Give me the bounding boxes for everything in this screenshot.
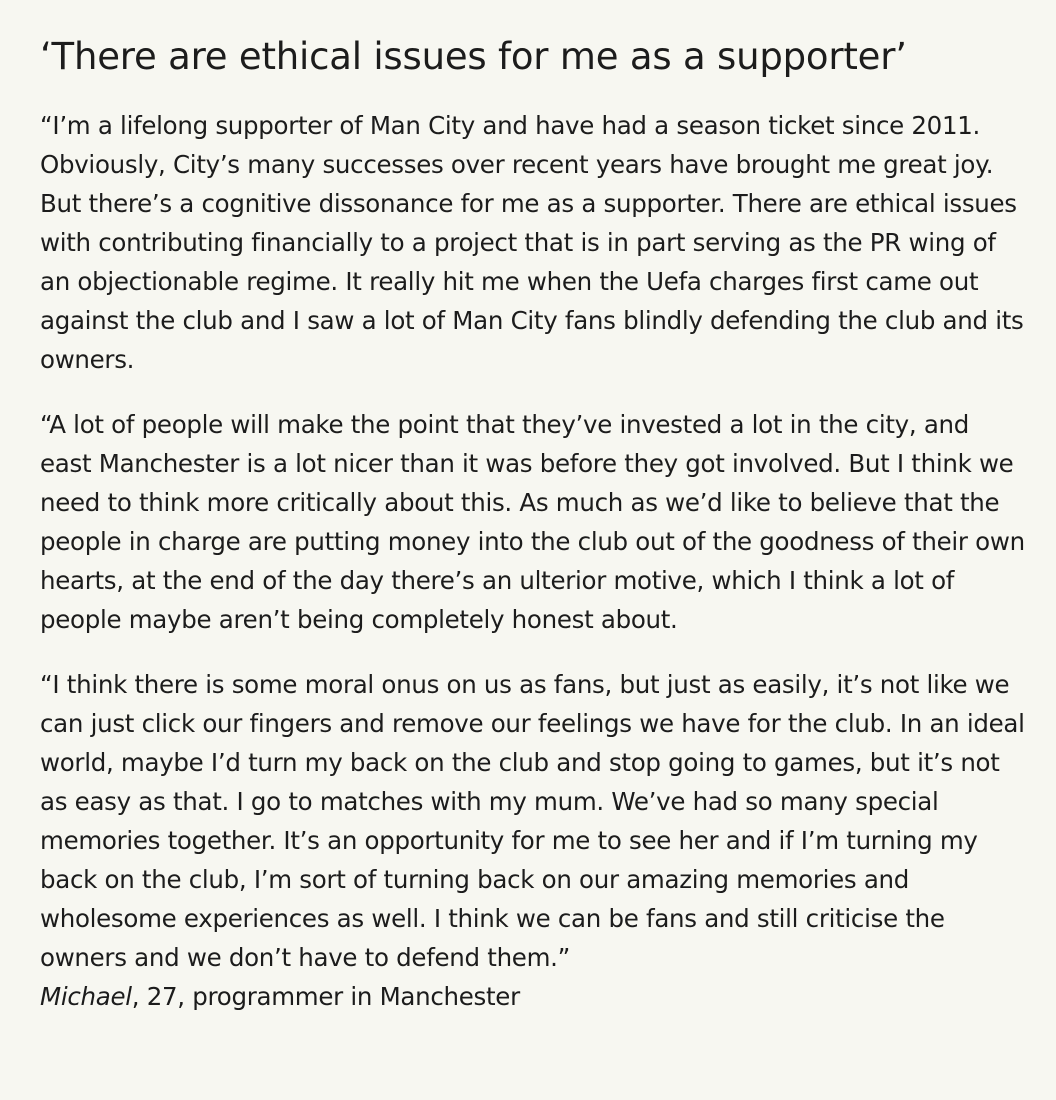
section-heading: ‘There are ethical issues for me as a supporter’	[40, 35, 907, 78]
quote-paragraph-2: “A lot of people will make the point that they’ve invested a lot in the city, and east Manchester is a lot nicer than it was before they got involved. But I think we need to think more critically about this. As much as we’d like to believe that the people in charge are putting money into the club out of the goodness of their own hearts, at the end of the day there’s an ulterior motive, which I think a lot of people maybe aren’t being completely honest about.	[40, 410, 1025, 634]
attribution-details: , 27, programmer in Manchester	[131, 982, 520, 1011]
quote-paragraph-1: “I’m a lifelong supporter of Man City and have had a season ticket since 2011. Obviously, City’s many successes over recent years have brought me great joy. But there’s a cognitive dissonance for me as a supporter. There are ethical issues with contributing financially to a project that is in part serving as the PR wing of an objectionable regime. It really hit me when the Uefa charges first came out against the club and I saw a lot of Man City fans blindly defending the club and its owners.	[40, 111, 1024, 374]
quote-paragraph-3: “I think there is some moral onus on us as fans, but just as easily, it’s not like we can just click our fingers and remove our feelings we have for the club. In an ideal world, maybe I’d turn my back on the club and stop going to games, but it’s not as easy as that. I go to matches with my mum. We’ve had so many special memories together. It’s an opportunity for me to see her and if I’m turning my back on the club, I’m sort of turning back on our amazing memories and wholesome experiences as well. I think we can be fans and still criticise the owners and we don’t have to defend them.”	[40, 670, 1025, 972]
attribution-name: Michael	[40, 982, 132, 1011]
attribution	[40, 977, 1026, 1016]
